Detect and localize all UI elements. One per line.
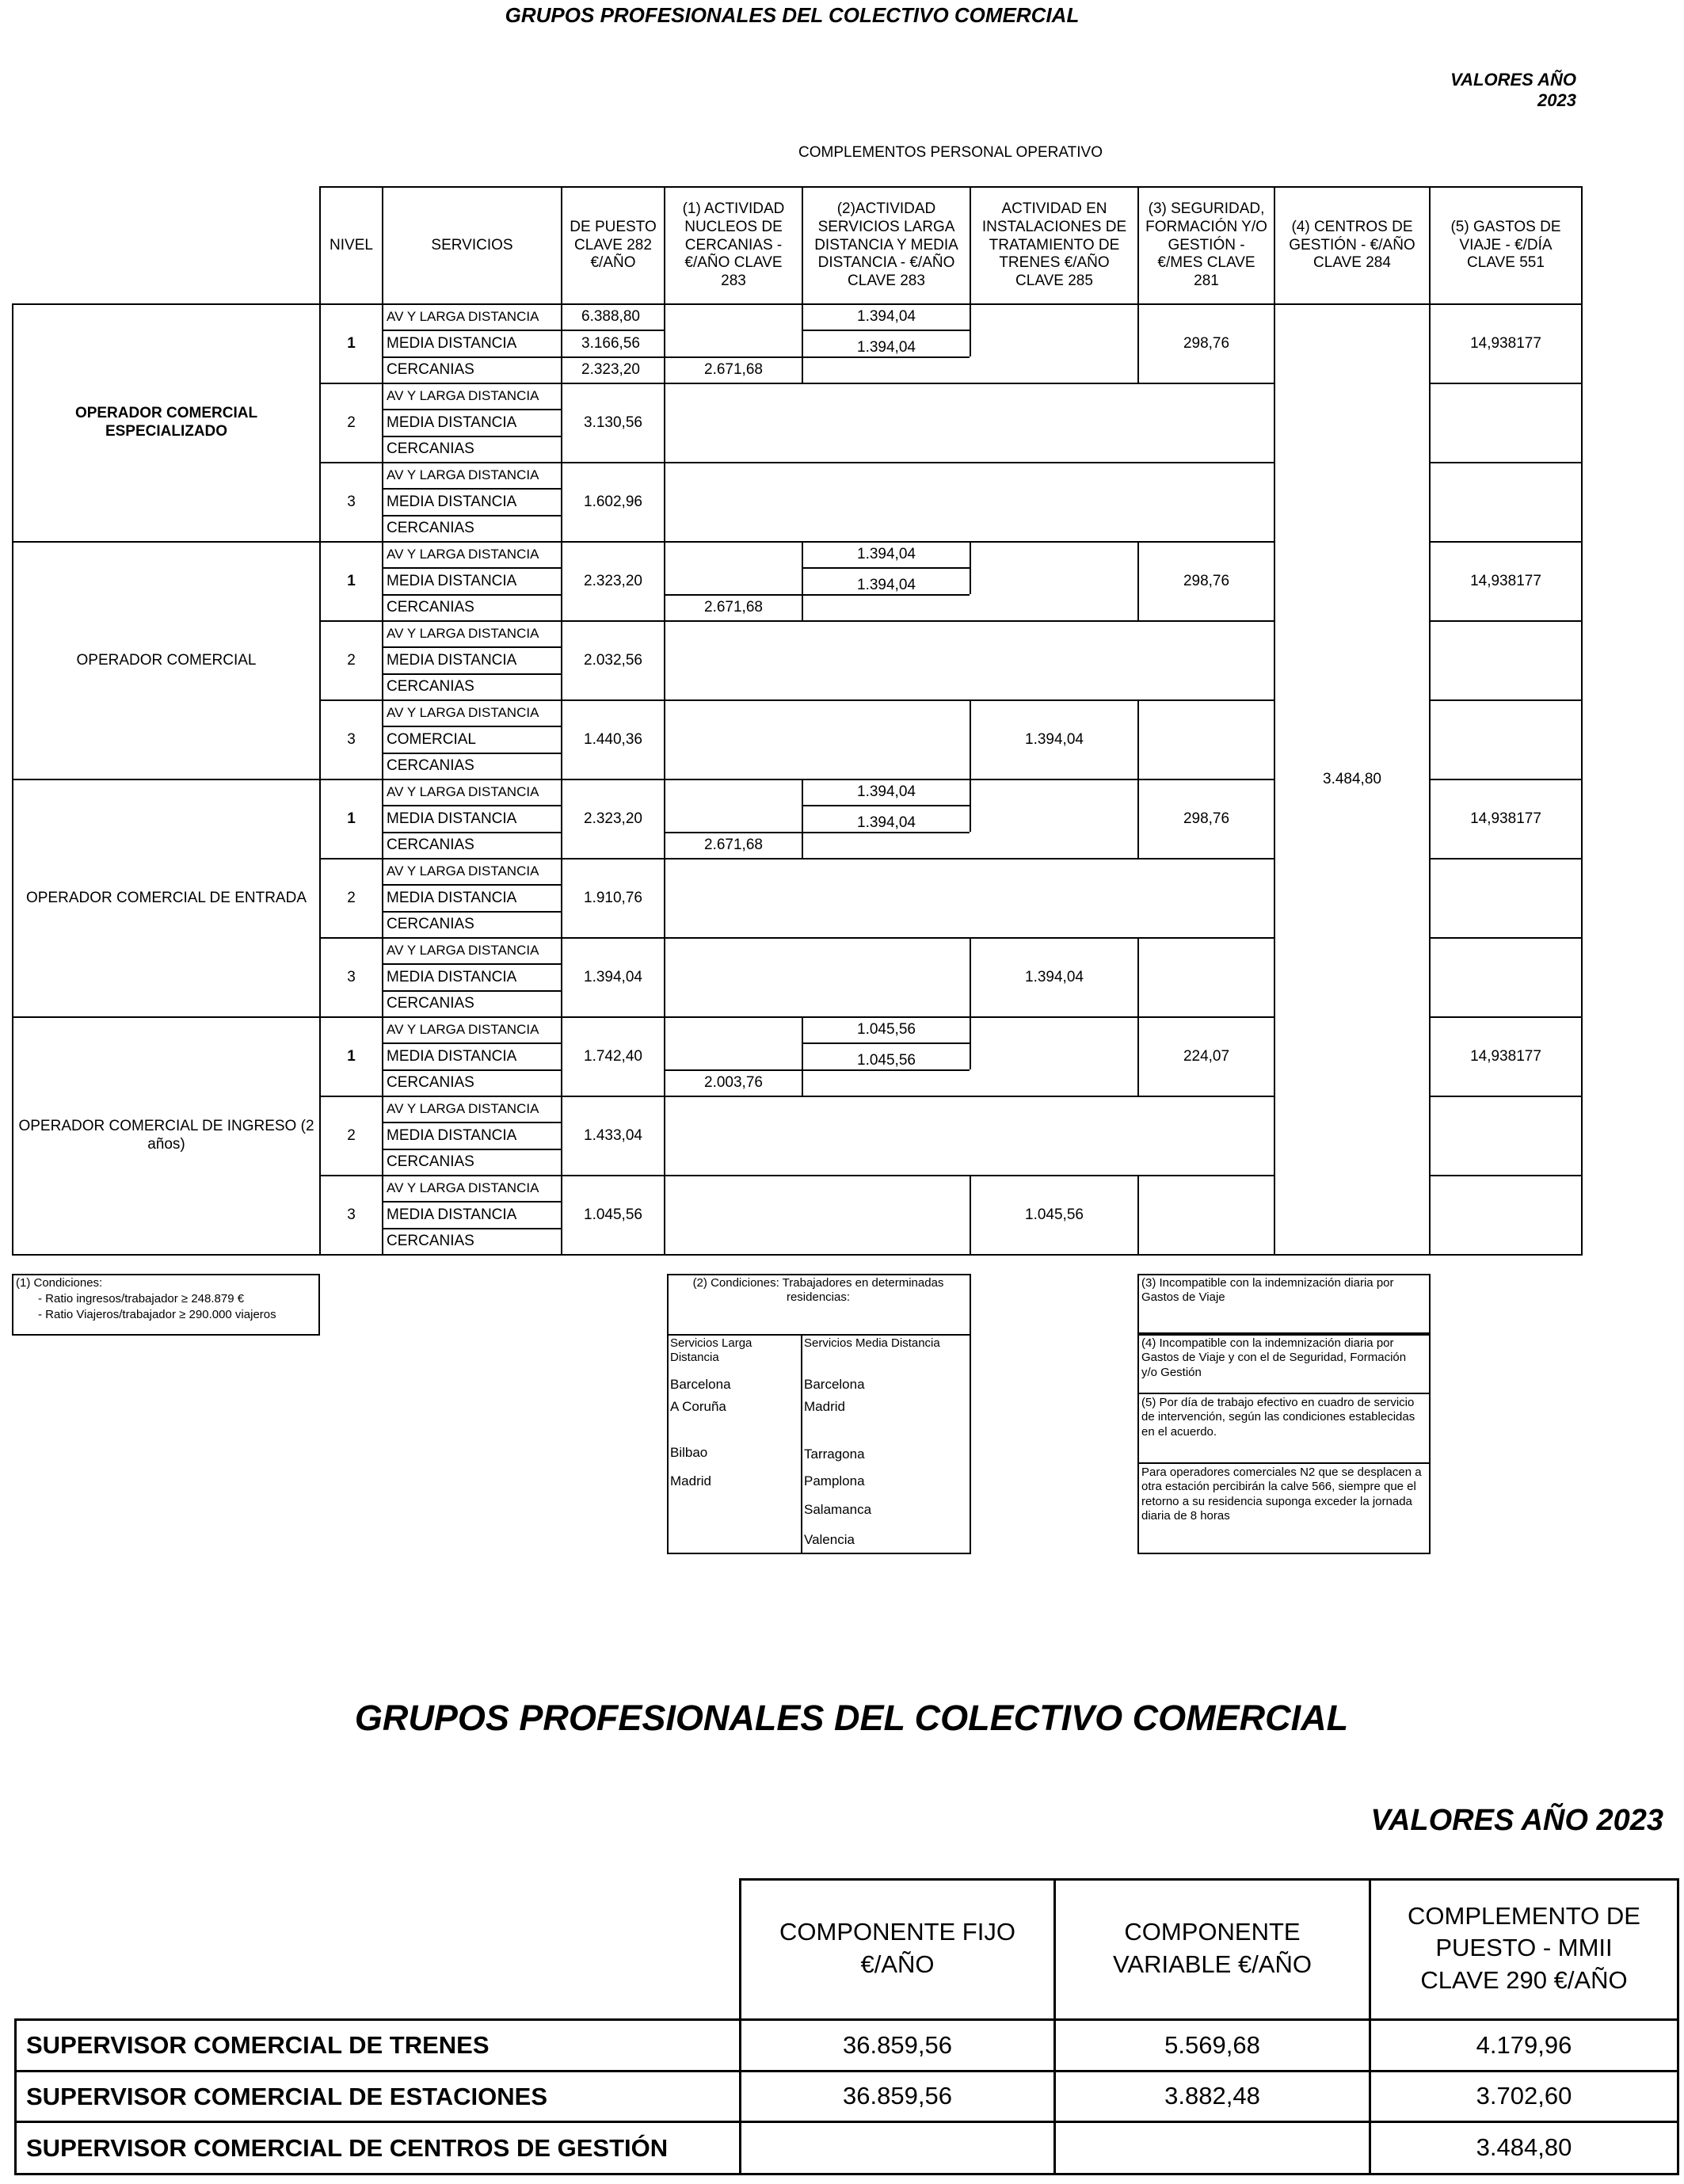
service-name: CERCANIAS <box>387 677 474 695</box>
table-border <box>1429 1274 1431 1334</box>
note-2-col2-title: Servicios Media Distancia <box>804 1336 940 1350</box>
nucleos-value: 2.671,68 <box>704 836 763 853</box>
table-border <box>1429 462 1581 463</box>
supervisor-header: COMPONENTE FIJO €/AÑO <box>779 1918 1015 1978</box>
service-name: CERCANIAS <box>387 1232 474 1249</box>
residence-item: Barcelona <box>804 1377 865 1392</box>
doc1-valores-label: VALORES AÑO <box>1450 70 1576 90</box>
service-name: AV Y LARGA DISTANCIA <box>387 1022 539 1038</box>
service-name: MEDIA DISTANCIA <box>387 968 517 985</box>
table-border <box>1581 186 1583 305</box>
puesto-value: 1.440,36 <box>584 730 642 748</box>
residence-item: A Coruña <box>670 1399 726 1414</box>
doc1-title: GRUPOS PROFESIONALES DEL COLECTIVO COMERCIAL <box>505 3 1080 27</box>
table-border <box>1429 620 1581 622</box>
supervisor-row-name: SUPERVISOR COMERCIAL DE TRENES <box>26 2031 490 2059</box>
nivel-value: 2 <box>347 889 356 906</box>
table-border <box>1581 303 1583 1256</box>
table-border <box>1137 1334 1431 1336</box>
header-gastos: (5) GASTOS DE VIAJE - €/DÍA CLAVE 551 <box>1450 218 1561 272</box>
service-name: COMERCIAL <box>387 730 476 748</box>
supervisor-fijo-value: 36.859,56 <box>843 2030 952 2059</box>
seguridad-value: 298,76 <box>1183 810 1230 827</box>
service-name: MEDIA DISTANCIA <box>387 334 517 352</box>
header-nivel: NIVEL <box>330 236 373 253</box>
supervisor-puesto-value: 3.702,60 <box>1476 2082 1572 2110</box>
table-border <box>970 779 971 832</box>
puesto-value: 3.130,56 <box>584 414 642 431</box>
table-border <box>667 1274 669 1554</box>
doc1-valores-year: 2023 <box>1537 90 1576 110</box>
table-border <box>1429 1096 1581 1097</box>
table-border <box>970 303 971 356</box>
table-border <box>1677 2018 1679 2175</box>
puesto-value: 1.742,40 <box>584 1047 642 1065</box>
larga-value: 1.394,04 <box>857 783 916 801</box>
residence-item: Madrid <box>670 1473 711 1488</box>
supervisor-variable-value: 3.882,48 <box>1164 2082 1260 2110</box>
service-name: AV Y LARGA DISTANCIA <box>387 388 539 404</box>
table-border <box>1137 1553 1431 1554</box>
note-2-col1-title: Servicios Larga Distancia <box>670 1336 752 1365</box>
table-border <box>12 1274 13 1336</box>
nucleos-value: 2.003,76 <box>704 1073 763 1091</box>
group-name: OPERADOR COMERCIAL ESPECIALIZADO <box>74 405 258 440</box>
nivel-value: 2 <box>347 414 356 431</box>
table-border <box>970 541 971 594</box>
larga-value: 1.045,56 <box>857 1021 916 1039</box>
puesto-value: 1.394,04 <box>584 968 642 985</box>
service-name: AV Y LARGA DISTANCIA <box>387 784 539 800</box>
supervisor-puesto-value: 4.179,96 <box>1476 2030 1572 2059</box>
table-border <box>12 1274 320 1275</box>
larga-value: 1.394,04 <box>857 546 916 563</box>
table-border <box>318 1274 320 1336</box>
table-border <box>970 1016 971 1069</box>
supervisor-row-name: SUPERVISOR COMERCIAL DE ESTACIONES <box>26 2082 547 2110</box>
service-name: MEDIA DISTANCIA <box>387 493 517 510</box>
table-border <box>1429 937 1581 939</box>
instalaciones-value: 1.394,04 <box>1025 730 1084 748</box>
table-border <box>667 1553 971 1554</box>
service-name: AV Y LARGA DISTANCIA <box>387 547 539 562</box>
larga-value: 1.394,04 <box>857 576 916 593</box>
note-5: (5) Por día de trabajo efectivo en cuadro de servicio de intervención, según las condiciones establecidas en el acuerdo. <box>1141 1396 1415 1439</box>
puesto-value: 1.045,56 <box>584 1206 642 1223</box>
group-name: OPERADOR COMERCIAL DE INGRESO (2 años) <box>18 1118 314 1153</box>
nucleos-value: 2.671,68 <box>704 360 763 378</box>
service-name: AV Y LARGA DISTANCIA <box>387 1180 539 1196</box>
table-border <box>1137 1274 1139 1334</box>
service-name: CERCANIAS <box>387 519 474 536</box>
header-puesto: DE PUESTO CLAVE 282 €/AÑO <box>570 218 657 272</box>
service-name: MEDIA DISTANCIA <box>387 651 517 669</box>
complementos-title: COMPLEMENTOS PERSONAL OPERATIVO <box>798 144 1103 161</box>
instalaciones-value: 1.045,56 <box>1025 1206 1084 1223</box>
header-instalaciones: ACTIVIDAD EN INSTALACIONES DE TRATAMIENTO DE TRENES €/AÑO CLAVE 285 <box>981 200 1127 290</box>
table-border <box>14 2173 1679 2175</box>
service-name: CERCANIAS <box>387 994 474 1012</box>
supervisor-header: COMPONENTE VARIABLE €/AÑO <box>1113 1918 1312 1978</box>
service-name: CERCANIAS <box>387 836 474 853</box>
note-1-line: - Ratio Viajeros/trabajador ≥ 290.000 viajeros <box>38 1308 276 1321</box>
table-border <box>801 1334 802 1553</box>
service-name: CERCANIAS <box>387 757 474 774</box>
residence-item: Pamplona <box>804 1473 865 1488</box>
table-border <box>1429 699 1581 701</box>
table-border <box>1429 1334 1431 1554</box>
supervisor-puesto-value: 3.484,80 <box>1476 2133 1572 2162</box>
table-border <box>12 1334 320 1336</box>
note-1-line: - Ratio ingresos/trabajador ≥ 248.879 € <box>38 1292 245 1305</box>
note-6: Para operadores comerciales N2 que se desplacen a otra estación percibirán la calve 566, siempre que el retorno a su residencia suponga exceder la jornada diaria de 8 horas <box>1141 1466 1422 1523</box>
service-name: AV Y LARGA DISTANCIA <box>387 705 539 721</box>
supervisor-fijo-value: 36.859,56 <box>843 2082 952 2110</box>
service-name: CERCANIAS <box>387 1153 474 1170</box>
larga-value: 1.394,04 <box>857 814 916 831</box>
service-name: CERCANIAS <box>387 598 474 616</box>
table-border <box>1137 1462 1431 1464</box>
service-name: CERCANIAS <box>387 915 474 932</box>
supervisor-variable-value <box>1056 2123 1369 2173</box>
larga-value: 1.045,56 <box>857 1051 916 1069</box>
nivel-value: 1 <box>347 572 356 589</box>
table-border <box>1429 1175 1581 1176</box>
table-border <box>1137 1274 1431 1275</box>
larga-value: 1.394,04 <box>857 308 916 326</box>
table-border <box>667 1334 971 1336</box>
puesto-value: 1.910,76 <box>584 889 642 906</box>
nivel-value: 1 <box>347 810 356 827</box>
table-border <box>802 1042 970 1044</box>
supervisor-header: COMPLEMENTO DE PUESTO - MMII CLAVE 290 €/AÑO <box>1408 1902 1640 1994</box>
gastos-value: 14,938177 <box>1470 1047 1541 1065</box>
residence-item: Tarragona <box>804 1446 865 1462</box>
residence-item: Salamanca <box>804 1502 872 1517</box>
larga-value: 1.394,04 <box>857 338 916 356</box>
service-name: MEDIA DISTANCIA <box>387 1047 517 1065</box>
table-border <box>1137 937 1139 1016</box>
puesto-value: 2.032,56 <box>584 651 642 669</box>
supervisor-fijo-value <box>741 2123 1053 2173</box>
note-2-title: (2) Condiciones: Trabajadores en determinadas residencias: <box>692 1276 944 1305</box>
nivel-value: 1 <box>347 1047 356 1065</box>
supervisor-variable-value: 5.569,68 <box>1164 2030 1260 2059</box>
table-border <box>12 1254 1583 1256</box>
table-border <box>1429 858 1581 859</box>
residence-item: Barcelona <box>670 1377 731 1392</box>
header-centros: (4) CENTROS DE GESTIÓN - €/AÑO CLAVE 284 <box>1289 218 1415 272</box>
seguridad-value: 298,76 <box>1183 572 1230 589</box>
service-name: MEDIA DISTANCIA <box>387 1206 517 1223</box>
service-name: CERCANIAS <box>387 440 474 457</box>
service-name: CERCANIAS <box>387 1073 474 1091</box>
service-name: AV Y LARGA DISTANCIA <box>387 863 539 879</box>
service-name: AV Y LARGA DISTANCIA <box>387 467 539 483</box>
header-nucleos: (1) ACTIVIDAD NUCLEOS DE CERCANIAS - €/AÑO CLAVE 283 <box>682 200 785 290</box>
doc2-valores: VALORES AÑO 2023 <box>1370 1804 1663 1837</box>
puesto-value: 2.323,20 <box>584 572 642 589</box>
table-border <box>1429 383 1581 384</box>
service-name: CERCANIAS <box>387 360 474 378</box>
note-4: (4) Incompatible con la indemnización diaria por Gastos de Viaje y con el de Seguridad, Formación y/o Gestión <box>1141 1336 1407 1379</box>
header-larga: (2)ACTIVIDAD SERVICIOS LARGA DISTANCIA Y MEDIA DISTANCIA - €/AÑO CLAVE 283 <box>814 200 958 290</box>
table-border <box>1677 1878 1679 2018</box>
table-border <box>1137 1334 1139 1554</box>
table-border <box>1137 699 1139 779</box>
puesto-value: 3.166,56 <box>581 334 640 352</box>
gastos-value: 14,938177 <box>1470 572 1541 589</box>
table-border <box>802 330 970 331</box>
table-border <box>970 1274 971 1554</box>
nivel-value: 2 <box>347 651 356 669</box>
table-border <box>1137 1393 1431 1394</box>
gastos-value: 14,938177 <box>1470 334 1541 352</box>
nucleos-value: 2.671,68 <box>704 598 763 616</box>
centros-value: 3.484,80 <box>1323 770 1381 787</box>
group-name: OPERADOR COMERCIAL DE ENTRADA <box>25 889 307 906</box>
service-name: AV Y LARGA DISTANCIA <box>387 309 539 325</box>
nivel-value: 1 <box>347 334 356 352</box>
table-border <box>802 567 970 569</box>
seguridad-value: 298,76 <box>1183 334 1230 352</box>
table-border <box>1137 1175 1139 1254</box>
note-3: (3) Incompatible con la indemnización diaria por Gastos de Viaje <box>1141 1276 1394 1305</box>
table-border <box>802 805 970 806</box>
service-name: MEDIA DISTANCIA <box>387 810 517 827</box>
nivel-value: 3 <box>347 1206 356 1223</box>
puesto-value: 1.433,04 <box>584 1126 642 1144</box>
service-name: MEDIA DISTANCIA <box>387 572 517 589</box>
header-seguridad: (3) SEGURIDAD, FORMACIÓN Y/O GESTIÓN - €/MES CLAVE 281 <box>1145 200 1267 290</box>
gastos-value: 14,938177 <box>1470 810 1541 827</box>
supervisor-row-name: SUPERVISOR COMERCIAL DE CENTROS DE GESTIÓN <box>26 2133 669 2162</box>
residence-item: Bilbao <box>670 1445 708 1460</box>
puesto-value: 2.323,20 <box>584 810 642 827</box>
doc2-title: GRUPOS PROFESIONALES DEL COLECTIVO COMERCIAL <box>354 1698 1349 1738</box>
nivel-value: 2 <box>347 1126 356 1144</box>
service-name: AV Y LARGA DISTANCIA <box>387 626 539 642</box>
instalaciones-value: 1.394,04 <box>1025 968 1084 985</box>
residence-item: Valencia <box>804 1532 855 1547</box>
puesto-value: 2.323,20 <box>581 360 640 378</box>
service-name: MEDIA DISTANCIA <box>387 1126 517 1144</box>
header-servicios: SERVICIOS <box>431 236 513 253</box>
service-name: MEDIA DISTANCIA <box>387 414 517 431</box>
puesto-value: 1.602,96 <box>584 493 642 510</box>
service-name: MEDIA DISTANCIA <box>387 889 517 906</box>
seguridad-value: 224,07 <box>1183 1047 1230 1065</box>
service-name: AV Y LARGA DISTANCIA <box>387 943 539 959</box>
note-1-title: (1) Condiciones: <box>16 1276 103 1290</box>
service-name: AV Y LARGA DISTANCIA <box>387 1101 539 1117</box>
nivel-value: 3 <box>347 730 356 748</box>
group-name: OPERADOR COMERCIAL <box>76 651 257 669</box>
residence-item: Madrid <box>804 1399 845 1414</box>
table-border <box>667 1274 971 1275</box>
nivel-value: 3 <box>347 968 356 985</box>
nivel-value: 3 <box>347 493 356 510</box>
puesto-value: 6.388,80 <box>581 308 640 326</box>
